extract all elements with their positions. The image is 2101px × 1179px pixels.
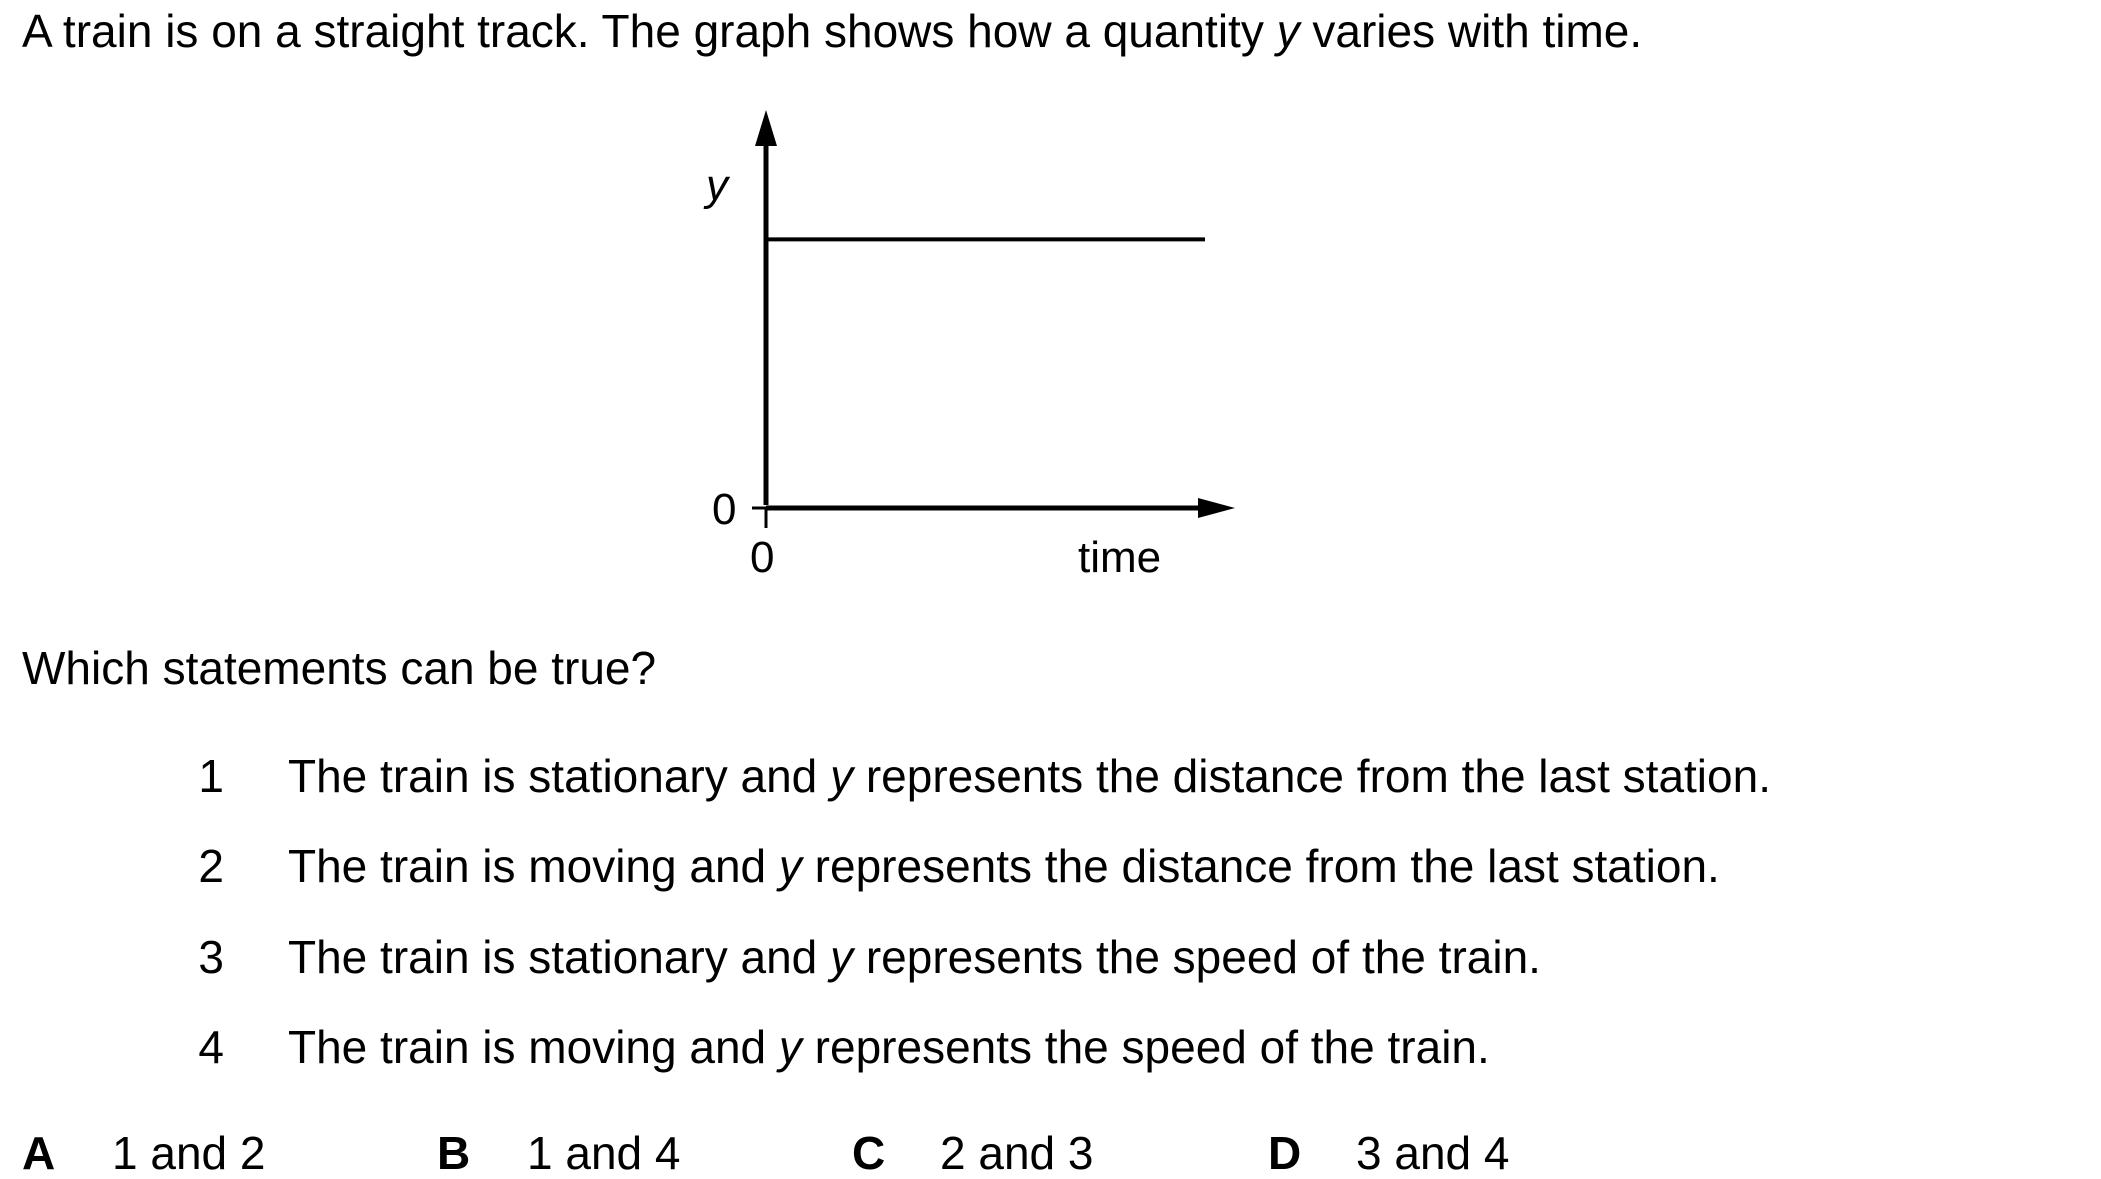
option-d-text[interactable]: 3 and 4 bbox=[1356, 1127, 1510, 1179]
x-origin-label: 0 bbox=[750, 533, 775, 582]
option-b-text[interactable]: 1 and 4 bbox=[527, 1127, 681, 1179]
statement-pre: The train is moving and bbox=[288, 1021, 779, 1073]
option-b-letter[interactable]: B bbox=[437, 1127, 471, 1179]
statement-post: represents the distance from the last station. bbox=[853, 750, 1771, 802]
y-axis-arrowhead bbox=[755, 110, 777, 146]
y-axis-label: y bbox=[706, 161, 728, 210]
statement-pre: The train is stationary and bbox=[288, 750, 831, 802]
option-a-text[interactable]: 1 and 2 bbox=[112, 1127, 266, 1179]
statement-variable: y bbox=[830, 750, 854, 802]
statement-number: 2 bbox=[198, 840, 224, 892]
statement-pre: The train is moving and bbox=[288, 840, 779, 892]
statement-post: represents the speed of the train. bbox=[801, 1021, 1490, 1073]
statement-number: 1 bbox=[198, 750, 224, 802]
statement-text bbox=[288, 931, 1541, 983]
statement-text bbox=[288, 840, 1720, 892]
x-axis-arrowhead bbox=[1198, 498, 1235, 518]
option-c-text[interactable]: 2 and 3 bbox=[940, 1127, 1094, 1179]
x-axis-label: time bbox=[1078, 533, 1162, 582]
statement-post: represents the distance from the last station. bbox=[801, 840, 1720, 892]
intro-text-pre: A train is on a straight track. The graph shows how a quantity bbox=[22, 5, 1277, 57]
statement-post: represents the speed of the train. bbox=[853, 931, 1541, 983]
intro-variable: y bbox=[1276, 5, 1300, 57]
statement-text bbox=[288, 1021, 1490, 1073]
statement-variable: y bbox=[778, 1021, 802, 1073]
option-c-letter[interactable]: C bbox=[852, 1127, 886, 1179]
y-origin-label: 0 bbox=[712, 485, 737, 534]
statement-number: 4 bbox=[198, 1021, 224, 1073]
statement-variable: y bbox=[830, 931, 854, 983]
option-a-letter[interactable]: A bbox=[22, 1127, 56, 1179]
statement-text bbox=[288, 750, 1771, 802]
option-d-letter[interactable]: D bbox=[1268, 1127, 1302, 1179]
question-prompt: Which statements can be true? bbox=[22, 642, 657, 694]
statement-variable: y bbox=[778, 840, 802, 892]
statement-pre: The train is stationary and bbox=[288, 931, 831, 983]
intro-text-post: varies with time. bbox=[1299, 5, 1643, 57]
statement-number: 3 bbox=[198, 931, 224, 983]
